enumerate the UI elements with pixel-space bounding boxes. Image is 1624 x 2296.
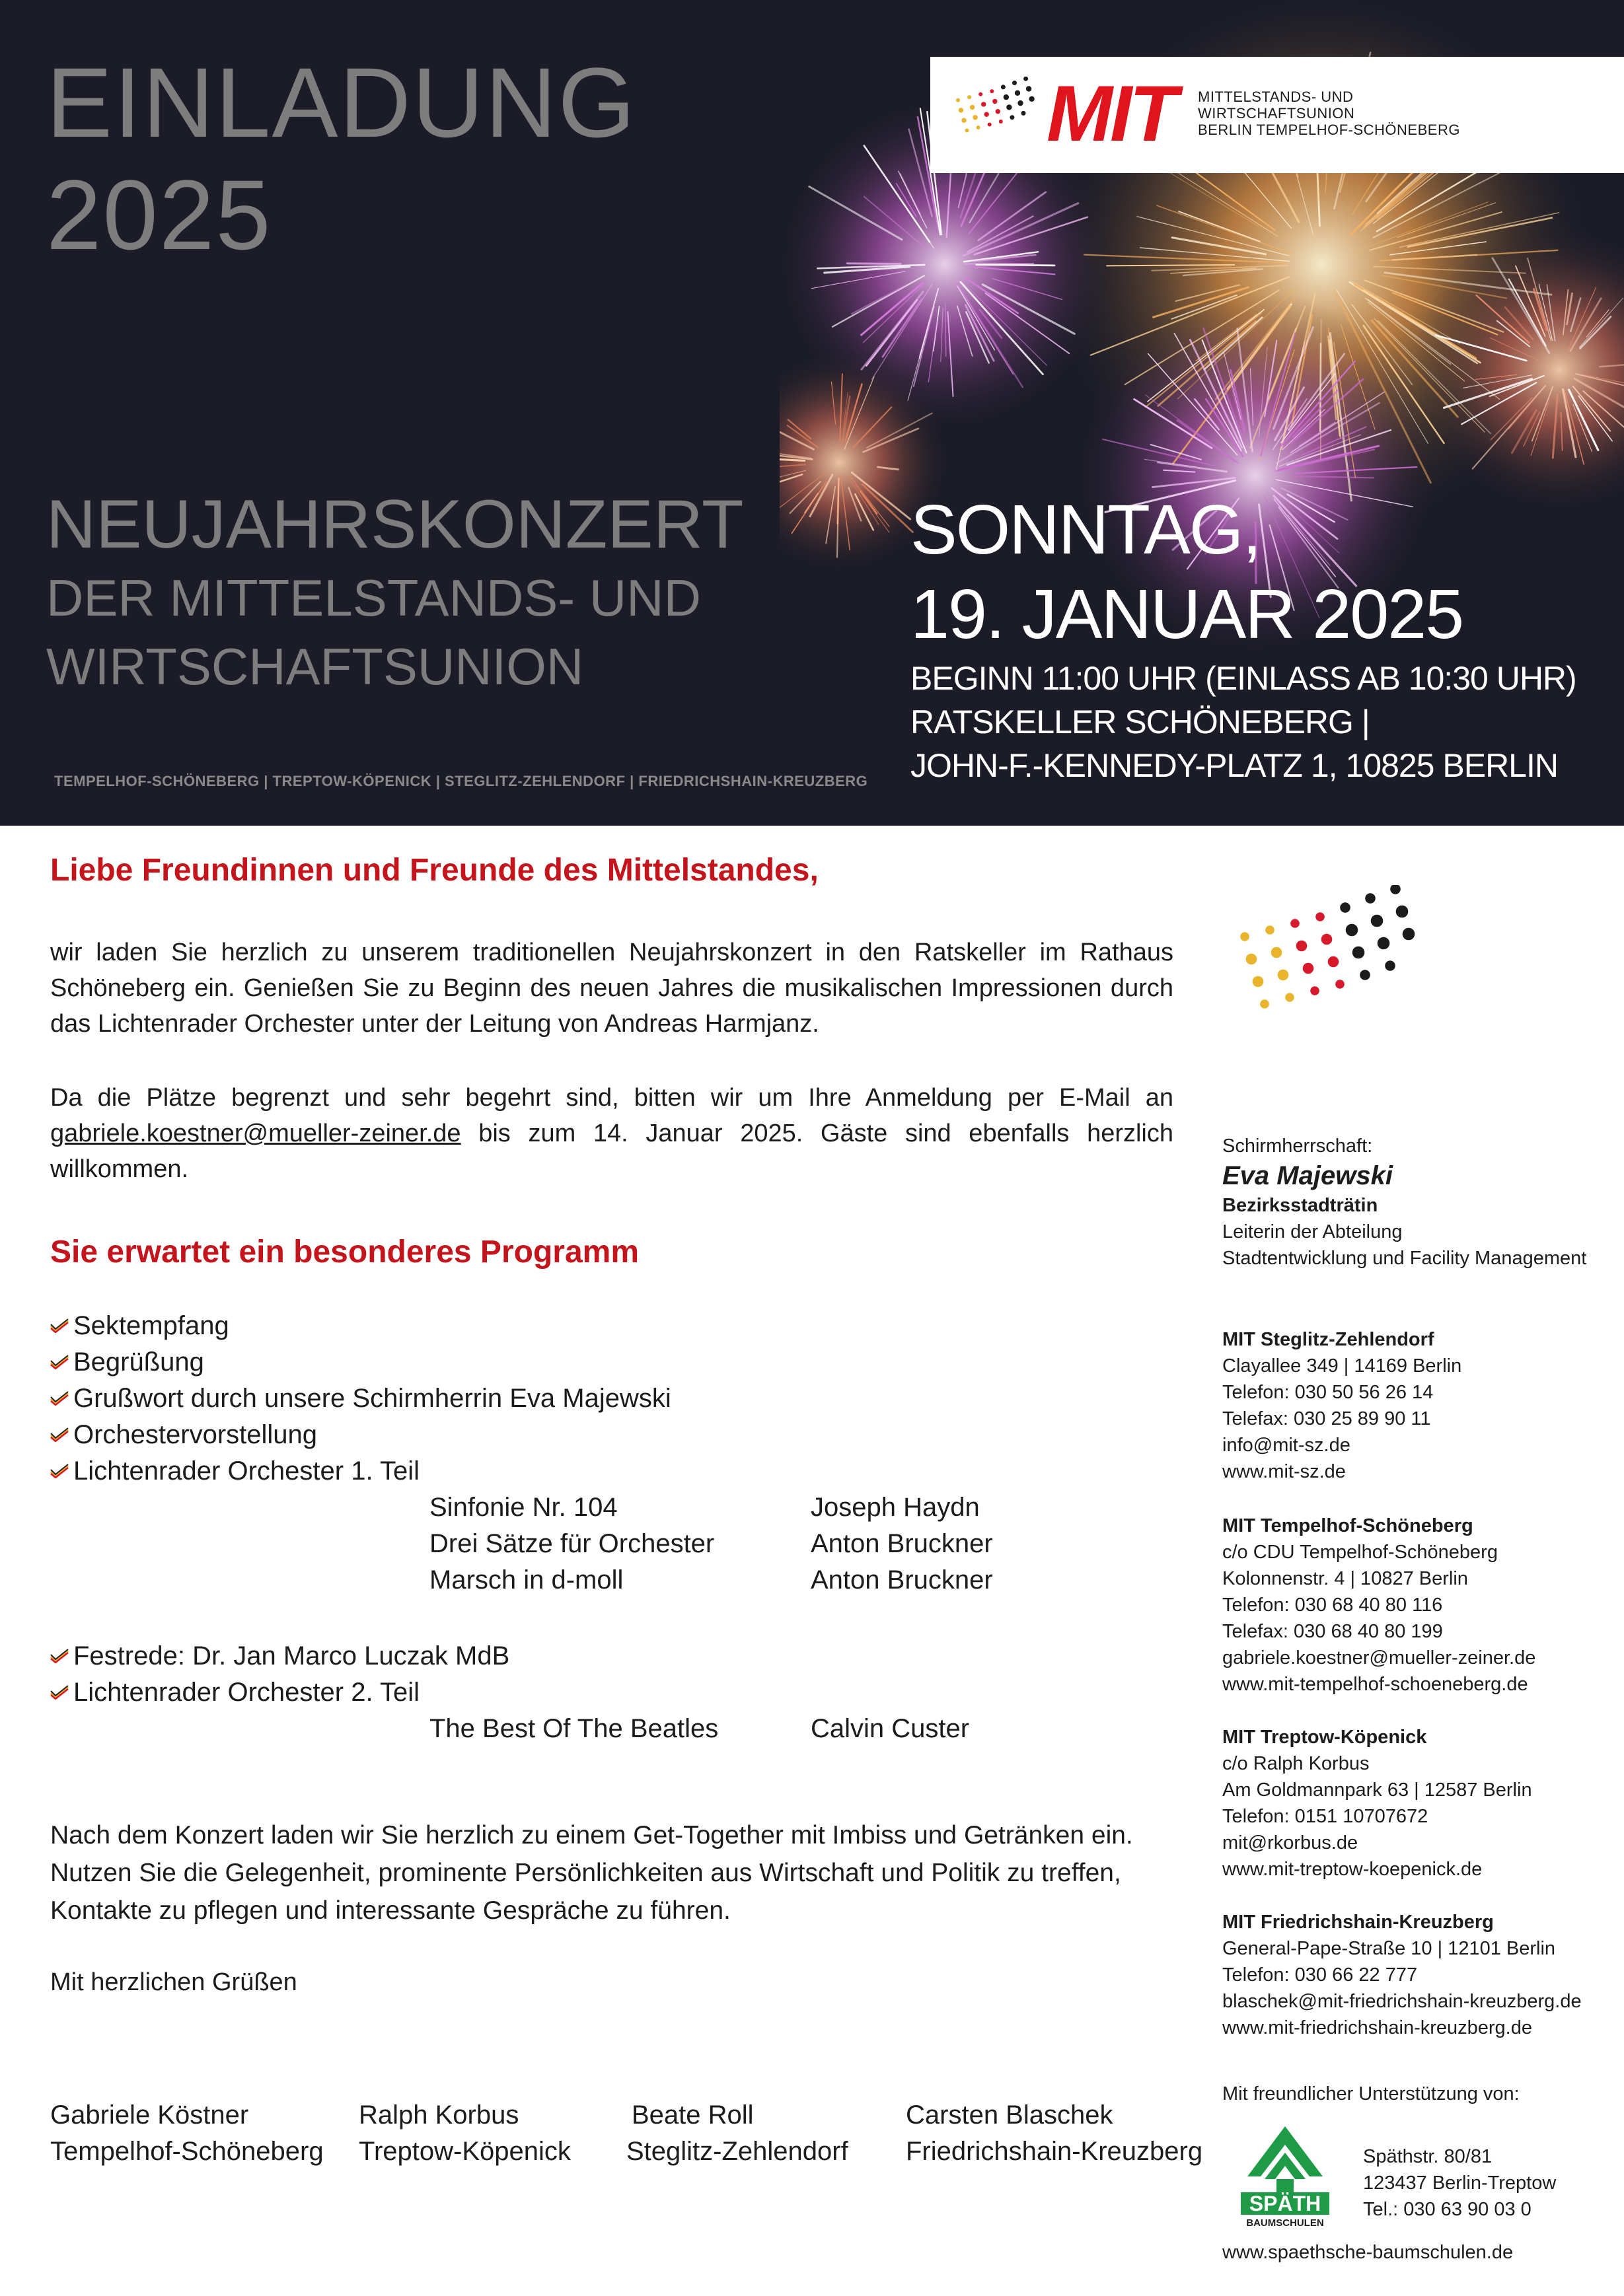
signature-region: Tempelhof-Schöneberg	[50, 2137, 324, 2166]
logo-dot	[1303, 963, 1314, 974]
patron-title: Bezirksstadträtin	[1222, 1195, 1378, 1216]
check-icon	[50, 1685, 69, 1700]
contact-line: Telefon: 030 66 22 777	[1222, 1964, 1418, 1986]
program-item: Festrede: Dr. Jan Marco Luczak MdB	[50, 1638, 509, 1674]
event-date-block	[910, 487, 1576, 787]
logo-dot	[1285, 993, 1294, 1002]
signature	[906, 2097, 1249, 2170]
sponsor-line: Späthstr. 80/81	[1363, 2146, 1493, 2167]
event-weekday: SONNTAG,	[910, 491, 1261, 569]
closing-paragraph: Nach dem Konzert laden wir Sie herzlich zu einem Get-Together mit Imbiss und Getränken ein. Nutzen Sie die Gelegenheit, prominente Persönlichkeiten aus Wirtschaft und Politik zu treffen, Kontakte zu pflegen und interessante Gespräche zu führen.	[50, 1821, 1133, 1925]
program-item: Orchestervorstellung	[50, 1417, 671, 1453]
patron-role: Leiterin der Abteilung	[1222, 1221, 1403, 1242]
check-icon	[50, 1318, 69, 1333]
firework-spark	[1107, 265, 1234, 266]
logo-dot	[1385, 960, 1395, 971]
mit-dots-logo-large	[1236, 885, 1434, 1044]
logo-dot	[996, 109, 1000, 114]
mit-logo-subtitle	[1198, 89, 1460, 138]
program-item: Sektempfang	[50, 1308, 671, 1344]
contact-email[interactable]: info@mit-sz.de	[1222, 1435, 1350, 1456]
work-title: Drei Sätze für Orchester	[429, 1529, 715, 1558]
part1-works	[0, 1489, 1189, 1598]
logo-dot	[1352, 947, 1365, 959]
logo-dot	[1021, 111, 1026, 116]
logo-dot	[1390, 885, 1401, 894]
invitation-title-word: EINLADUNG	[46, 47, 637, 158]
logo-dot	[1346, 924, 1358, 937]
sponsor-address	[1363, 2143, 1614, 2223]
mit-logo-line: BERLIN TEMPELHOF-SCHÖNEBERG	[1198, 122, 1460, 138]
logo-dot	[1328, 956, 1339, 968]
logo-dot	[1253, 976, 1264, 987]
signature	[626, 2097, 904, 2170]
program-heading: Sie erwartet ein besonderes Programm	[50, 1235, 639, 1270]
work-row	[0, 1526, 1189, 1562]
work-title: Sinfonie Nr. 104	[429, 1493, 618, 1522]
logo-dot	[984, 112, 989, 117]
signature-name: Gabriele Köstner	[50, 2100, 249, 2130]
work-composer: Anton Bruckner	[811, 1565, 993, 1595]
contact-line: Telefon: 030 68 40 80 116	[1222, 1595, 1443, 1616]
registration-paragraph	[50, 1080, 1173, 1187]
logo-dot	[959, 108, 963, 112]
logo-dot	[1335, 980, 1345, 989]
regions-line: TEMPELHOF-SCHÖNEBERG | TREPTOW-KÖPENICK | STEGLITZ-ZEHLENDORF | FRIEDRICHSHAIN-KREUZBERG	[54, 773, 868, 789]
logo-dot	[1265, 925, 1274, 935]
concert-title-line1: NEUJAHRSKONZERT	[46, 486, 744, 563]
sponsor-line: Tel.: 030 63 90 03 0	[1363, 2199, 1532, 2220]
contact-line: c/o Ralph Korbus	[1222, 1753, 1370, 1774]
greeting: Liebe Freundinnen und Freunde des Mittelstandes,	[50, 853, 819, 888]
registration-email-link[interactable]: gabriele.koestner@mueller-zeiner.de	[50, 1120, 461, 1147]
concert-title-line3: WIRTSCHAFTSUNION	[46, 637, 584, 696]
logo-dot	[990, 89, 994, 93]
logo-dot	[1012, 81, 1017, 85]
sponsor-line: 123437 Berlin-Treptow	[1363, 2172, 1557, 2194]
logo-dot	[1260, 999, 1269, 1009]
mit-logo	[930, 57, 1624, 173]
logo-dot	[988, 123, 992, 127]
logo-dot	[1026, 86, 1031, 91]
work-composer: Calvin Custer	[811, 1714, 970, 1743]
patron-label: Schirmherrschaft:	[1222, 1135, 1373, 1157]
contact-line: c/o CDU Tempelhof-Schöneberg	[1222, 1542, 1498, 1563]
logo-dot	[1001, 85, 1006, 89]
contact-line: Kolonnenstr. 4 | 10827 Berlin	[1222, 1568, 1468, 1589]
logo-dot	[967, 95, 971, 99]
contact-email[interactable]: gabriele.koestner@mueller-zeiner.de	[1222, 1647, 1536, 1668]
logo-dot	[1403, 928, 1415, 941]
sponsor-website[interactable]: www.spaethsche-baumschulen.de	[1222, 2242, 1514, 2263]
contact-name: MIT Steglitz-Zehlendorf	[1222, 1329, 1434, 1350]
work-row	[0, 1711, 1189, 1747]
logo-dot	[1278, 970, 1289, 981]
contact-tempelhof	[1222, 1513, 1612, 1698]
registration-text-end: bis zum 14. Januar 2025. Gäste sind ebenfalls herzlich willkommen.	[50, 1120, 1174, 1183]
contact-line: General-Pape-Straße 10 | 12101 Berlin	[1222, 1938, 1556, 1959]
signature-region: Steglitz-Zehlendorf	[626, 2137, 848, 2166]
program-list	[50, 1308, 671, 1489]
intro-paragraph: wir laden Sie herzlich zu unserem traditionellen Neujahrskonzert in den Ratskeller im Rathaus Schöneberg ein. Genießen Sie zu Beginn des neuen Jahres die musikalischen Impressionen durch das Lichtenrader Orchester unter der Leitung von Andreas Harmjanz.	[50, 939, 1173, 1038]
logo-dot	[961, 118, 966, 123]
invitation-title	[46, 46, 636, 271]
logo-dot	[1296, 941, 1308, 952]
event-address: JOHN-F.-KENNEDY-PLATZ 1, 10825 BERLIN	[910, 747, 1558, 784]
check-icon	[50, 1427, 69, 1442]
check-icon	[50, 1649, 69, 1663]
signature	[50, 2097, 367, 2170]
check-icon	[50, 1355, 69, 1369]
signature-name: Ralph Korbus	[359, 2100, 519, 2130]
program-item: Lichtenrader Orchester 2. Teil	[50, 1674, 509, 1711]
logo-dot	[999, 120, 1003, 124]
logo-dot	[1015, 90, 1020, 96]
logo-dot	[956, 98, 960, 102]
firework-spark	[977, 265, 1054, 266]
contact-line: Am Goldmannpark 63 | 12587 Berlin	[1222, 1779, 1532, 1801]
contact-treptow	[1222, 1724, 1612, 1883]
concert-title	[46, 485, 744, 701]
contact-website[interactable]: www.mit-treptow-koepenick.de	[1222, 1859, 1483, 1880]
signature-region: Treptow-Köpenick	[359, 2137, 571, 2166]
mit-logo-line: MITTELSTANDS- UND	[1198, 89, 1354, 105]
program-item: Grußwort durch unsere Schirmherrin Eva Majewski	[50, 1381, 671, 1417]
logo-dot	[1315, 912, 1325, 921]
event-time: BEGINN 11:00 UHR (EINLASS AB 10:30 UHR)	[910, 660, 1576, 697]
contact-line: Telefax: 030 68 40 80 199	[1222, 1621, 1443, 1642]
work-title: The Best Of The Beatles	[429, 1714, 719, 1743]
patron-role: Stadtentwicklung und Facility Management	[1222, 1248, 1587, 1269]
logo-dot	[1321, 934, 1333, 945]
logo-dot	[1371, 915, 1384, 927]
logo-dot	[992, 99, 997, 104]
logo-dot	[1290, 919, 1300, 928]
contact-friedrichshain	[1222, 1909, 1612, 2041]
mit-logo-wordmark: MIT	[1047, 69, 1175, 158]
contact-website[interactable]: www.mit-sz.de	[1222, 1461, 1346, 1482]
work-title: Marsch in d-moll	[429, 1565, 624, 1595]
work-row	[0, 1489, 1189, 1526]
support-label: Mit freundlicher Unterstützung von:	[1222, 2083, 1520, 2104]
contact-website[interactable]: www.mit-friedrichshain-kreuzberg.de	[1222, 2017, 1532, 2038]
signature-region: Friedrichshain-Kreuzberg	[906, 2137, 1203, 2166]
logo-dot	[1365, 893, 1376, 904]
program-list-2	[50, 1638, 509, 1711]
mit-logo-line: WIRTSCHAFTSUNION	[1198, 105, 1355, 122]
spaeth-logo	[1236, 2124, 1335, 2229]
logo-dot	[1360, 970, 1370, 980]
contact-line: Telefon: 030 50 56 26 14	[1222, 1382, 1434, 1403]
event-venue: RATSKELLER SCHÖNEBERG |	[910, 703, 1370, 740]
regards: Mit herzlichen Grüßen	[50, 1968, 297, 1996]
hero-banner	[0, 0, 1624, 826]
contact-line: Telefon: 0151 10707672	[1222, 1806, 1428, 1827]
signature	[359, 2097, 636, 2170]
patron-name: Eva Majewski	[1222, 1161, 1393, 1190]
logo-dot	[978, 92, 982, 96]
logo-dot	[1023, 77, 1028, 81]
concert-title-line2: DER MITTELSTANDS- UND	[46, 569, 701, 627]
spaeth-logo-sub: BAUMSCHULEN	[1246, 2217, 1324, 2229]
logo-dot	[1006, 104, 1012, 110]
part2-works	[0, 1711, 1189, 1747]
logo-dot	[1240, 932, 1249, 941]
program-item: Lichtenrader Orchester 1. Teil	[50, 1453, 671, 1489]
check-icon	[50, 1391, 69, 1406]
logo-dot	[1017, 100, 1023, 106]
spaeth-logo-word: SPÄTH	[1249, 2192, 1321, 2215]
logo-dot	[981, 102, 986, 106]
check-icon	[50, 1464, 69, 1478]
mit-dots-icon	[954, 77, 1040, 155]
program-item: Begrüßung	[50, 1344, 671, 1381]
logo-dot	[1310, 986, 1319, 995]
contact-name: MIT Friedrichshain-Kreuzberg	[1222, 1912, 1494, 1933]
invitation-year: 2025	[46, 159, 272, 270]
contact-name: MIT Treptow-Köpenick	[1222, 1727, 1427, 1748]
logo-dot	[1246, 954, 1257, 965]
logo-dot	[977, 126, 980, 129]
signature-name: Beate Roll	[632, 2100, 754, 2130]
logo-dot	[1029, 96, 1034, 102]
logo-dot	[970, 105, 975, 110]
logo-dot	[1004, 94, 1009, 100]
registration-text: Da die Plätze begrenzt und sehr begehrt sind, bitten wir um Ihre Anmeldung per E-Mail an	[50, 1084, 1173, 1112]
logo-dot	[1340, 902, 1350, 913]
logo-dot	[965, 129, 969, 133]
patron-block	[1222, 1133, 1612, 1272]
contact-line: Telefax: 030 25 89 90 11	[1222, 1408, 1431, 1429]
contact-name: MIT Tempelhof-Schöneberg	[1222, 1515, 1473, 1536]
logo-dot	[1378, 937, 1390, 950]
work-composer: Anton Bruckner	[811, 1529, 993, 1558]
logo-dot	[1010, 115, 1014, 120]
event-date: 19. JANUAR 2025	[910, 575, 1463, 653]
contact-website[interactable]: www.mit-tempelhof-schoeneberg.de	[1222, 1674, 1528, 1695]
logo-dot	[1271, 947, 1282, 958]
contact-line: Clayallee 349 | 14169 Berlin	[1222, 1355, 1462, 1377]
logo-dot	[1396, 906, 1409, 918]
work-row	[0, 1562, 1189, 1598]
work-composer: Joseph Haydn	[811, 1493, 980, 1522]
logo-dot	[973, 115, 977, 120]
contact-email[interactable]: mit@rkorbus.de	[1222, 1832, 1358, 1853]
signature-name: Carsten Blaschek	[906, 2100, 1113, 2130]
contact-email[interactable]: blaschek@mit-friedrichshain-kreuzberg.de	[1222, 1991, 1582, 2012]
contact-steglitz	[1222, 1326, 1612, 1485]
